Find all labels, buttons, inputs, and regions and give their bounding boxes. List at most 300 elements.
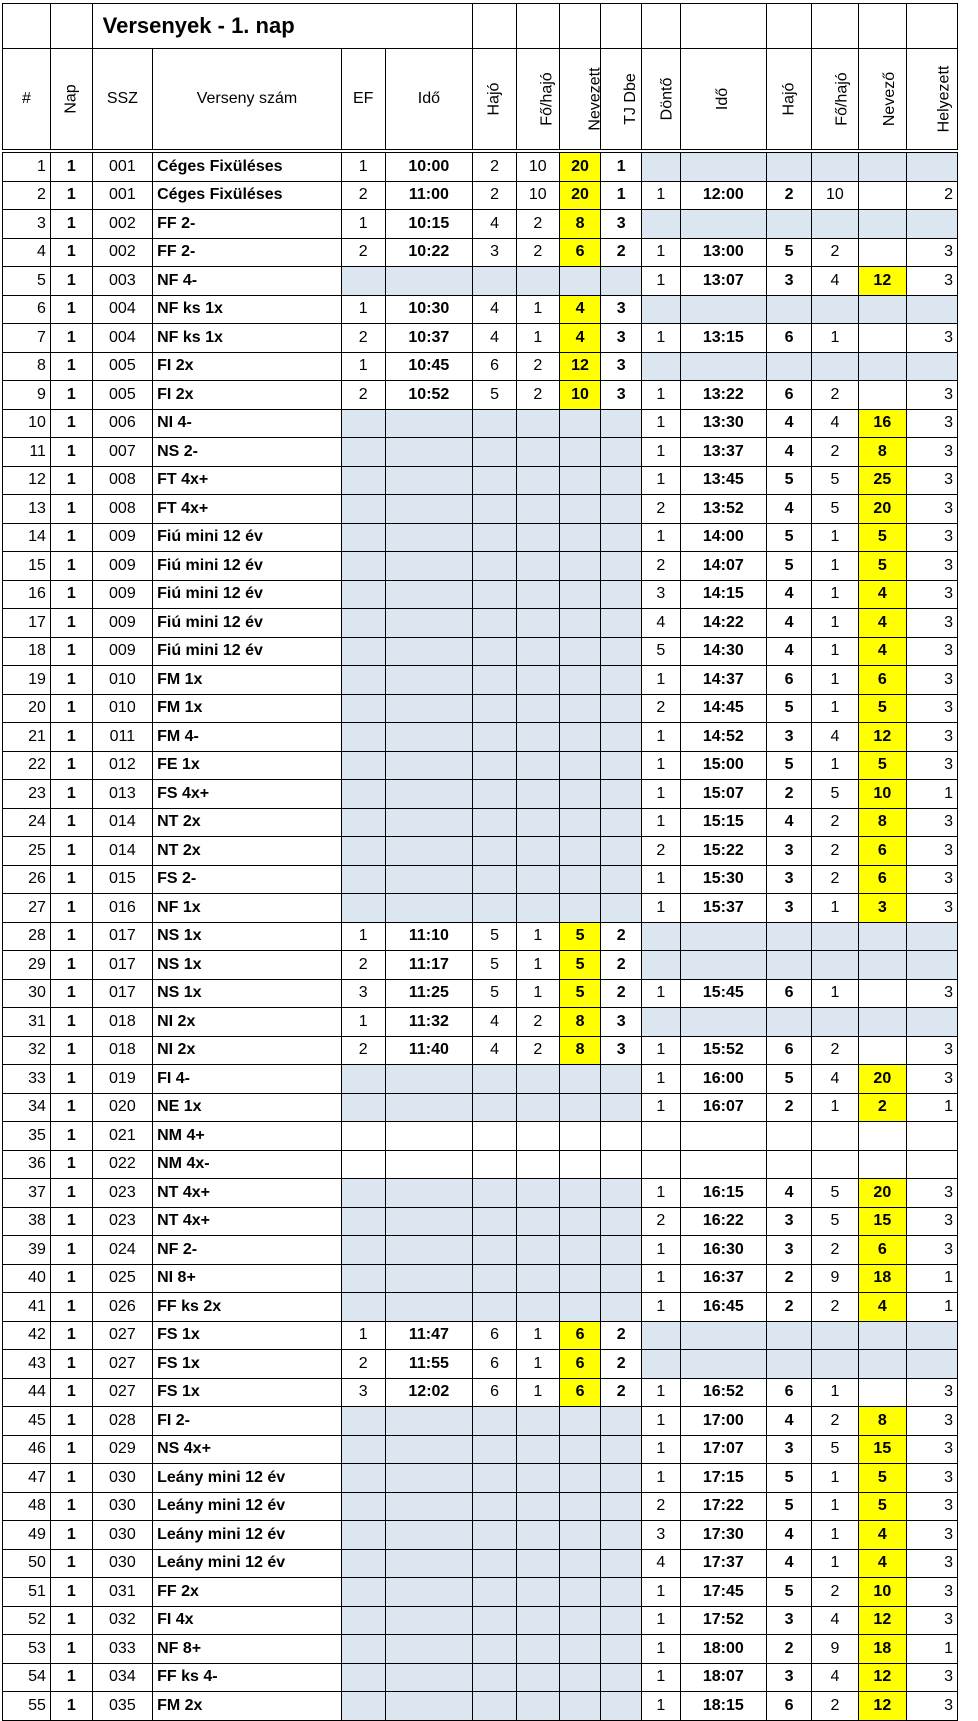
- entrants: 4: [858, 1293, 906, 1322]
- race-name: Fiú mini 12 év: [153, 523, 342, 552]
- final-boats: 5: [767, 1464, 812, 1493]
- time: [385, 1236, 473, 1265]
- final-crew: 4: [811, 267, 858, 296]
- entrants: 4: [858, 637, 906, 666]
- row-number: 31: [3, 1008, 51, 1037]
- day: 1: [50, 609, 92, 638]
- entered: 6: [559, 238, 601, 267]
- entrants: [858, 1150, 906, 1179]
- race-name: FM 1x: [153, 666, 342, 695]
- day: 1: [50, 1008, 92, 1037]
- day: 1: [50, 466, 92, 495]
- entered: [559, 723, 601, 752]
- day: 1: [50, 837, 92, 866]
- boats: [473, 1521, 517, 1550]
- crew-per-boat: 1: [516, 951, 559, 980]
- table-row: [3, 894, 958, 923]
- final: 1: [642, 466, 681, 495]
- final-time: 13:52: [680, 495, 767, 524]
- final: 1: [642, 1293, 681, 1322]
- final-boats: 2: [767, 1635, 812, 1664]
- entered: 12: [559, 352, 601, 381]
- race-name: NM 4+: [153, 1122, 342, 1151]
- ef: [341, 808, 385, 837]
- entered: [559, 495, 601, 524]
- race-name: FF ks 2x: [153, 1293, 342, 1322]
- table-row: [3, 1150, 958, 1179]
- crew-per-boat: [516, 267, 559, 296]
- day: 1: [50, 1264, 92, 1293]
- ef: [341, 1578, 385, 1607]
- final-time: [680, 1008, 767, 1037]
- ef: [341, 1122, 385, 1151]
- final: 1: [642, 409, 681, 438]
- tj-dbe: 2: [601, 979, 642, 1008]
- ef: [341, 466, 385, 495]
- final-boats: 6: [767, 381, 812, 410]
- tj-dbe: 3: [601, 324, 642, 353]
- boats: [473, 1264, 517, 1293]
- boats: [473, 1207, 517, 1236]
- day: 1: [50, 637, 92, 666]
- day: 1: [50, 865, 92, 894]
- entered: [559, 1578, 601, 1607]
- time: [385, 1207, 473, 1236]
- final-boats: 3: [767, 1663, 812, 1692]
- row-number: 28: [3, 922, 51, 951]
- crew-per-boat: [516, 466, 559, 495]
- final: 2: [642, 1492, 681, 1521]
- final: 1: [642, 1635, 681, 1664]
- entrants: 6: [858, 837, 906, 866]
- placed: 3: [906, 523, 957, 552]
- table-row: [3, 1464, 958, 1493]
- placed: [906, 951, 957, 980]
- final: 1: [642, 523, 681, 552]
- final: [642, 1122, 681, 1151]
- ef: [341, 894, 385, 923]
- final-crew: 1: [811, 694, 858, 723]
- ef: [341, 1065, 385, 1094]
- entered: 6: [559, 1378, 601, 1407]
- placed: 3: [906, 466, 957, 495]
- ef: [341, 438, 385, 467]
- time: [385, 1663, 473, 1692]
- final-boats: 3: [767, 865, 812, 894]
- ssz: 002: [92, 210, 152, 239]
- ef: [341, 1492, 385, 1521]
- final-boats: 4: [767, 637, 812, 666]
- ssz: 001: [92, 153, 152, 182]
- entrants: 10: [858, 780, 906, 809]
- placed: 3: [906, 552, 957, 581]
- final: [642, 153, 681, 182]
- final-time: 18:15: [680, 1692, 767, 1721]
- ef: [341, 1150, 385, 1179]
- boats: [473, 1663, 517, 1692]
- final-boats: 4: [767, 1179, 812, 1208]
- entrants: [858, 1036, 906, 1065]
- ssz: 003: [92, 267, 152, 296]
- row-number: 33: [3, 1065, 51, 1094]
- table-row: [3, 865, 958, 894]
- ef: [341, 1236, 385, 1265]
- final-crew: 1: [811, 552, 858, 581]
- final: [642, 951, 681, 980]
- crew-per-boat: 10: [516, 153, 559, 182]
- day: 1: [50, 352, 92, 381]
- placed: 3: [906, 751, 957, 780]
- final: 4: [642, 1549, 681, 1578]
- final-crew: 1: [811, 609, 858, 638]
- final: 5: [642, 637, 681, 666]
- final-crew: 2: [811, 1236, 858, 1265]
- ef: 1: [341, 922, 385, 951]
- entered: [559, 1179, 601, 1208]
- race-name: NT 2x: [153, 837, 342, 866]
- ssz: 013: [92, 780, 152, 809]
- ssz: 027: [92, 1321, 152, 1350]
- page-title: Versenyek - 1. nap: [92, 4, 473, 49]
- time: [385, 1293, 473, 1322]
- crew-per-boat: [516, 1521, 559, 1550]
- boats: [473, 1549, 517, 1578]
- final-crew: [811, 1150, 858, 1179]
- final-boats: 5: [767, 523, 812, 552]
- final-boats: 2: [767, 1093, 812, 1122]
- final-crew: 4: [811, 409, 858, 438]
- entrants: [858, 1321, 906, 1350]
- final-crew: 1: [811, 666, 858, 695]
- entered: 20: [559, 153, 601, 182]
- time: [385, 637, 473, 666]
- time: [385, 694, 473, 723]
- row-number: 27: [3, 894, 51, 923]
- placed: 3: [906, 1521, 957, 1550]
- final-crew: [811, 951, 858, 980]
- final-time: 17:52: [680, 1606, 767, 1635]
- day: 1: [50, 1293, 92, 1322]
- final-time: 14:22: [680, 609, 767, 638]
- boats: 5: [473, 979, 517, 1008]
- crew-per-boat: [516, 609, 559, 638]
- ssz: 018: [92, 1008, 152, 1037]
- boats: [473, 523, 517, 552]
- final: 1: [642, 1578, 681, 1607]
- final-boats: 3: [767, 723, 812, 752]
- crew-per-boat: [516, 1635, 559, 1664]
- time: [385, 267, 473, 296]
- entrants: [858, 951, 906, 980]
- final-boats: [767, 153, 812, 182]
- placed: 3: [906, 609, 957, 638]
- placed: 3: [906, 438, 957, 467]
- final-time: 15:30: [680, 865, 767, 894]
- final-boats: 4: [767, 808, 812, 837]
- ssz: 009: [92, 523, 152, 552]
- table-row: [3, 1008, 958, 1037]
- table-row: [3, 324, 958, 353]
- row-number: 41: [3, 1293, 51, 1322]
- placed: 3: [906, 495, 957, 524]
- row-number: 45: [3, 1407, 51, 1436]
- final-time: 17:22: [680, 1492, 767, 1521]
- crew-per-boat: [516, 1179, 559, 1208]
- row-number: 32: [3, 1036, 51, 1065]
- time: [385, 666, 473, 695]
- placed: [906, 352, 957, 381]
- crew-per-boat: [516, 666, 559, 695]
- day: 1: [50, 694, 92, 723]
- entrants: 18: [858, 1635, 906, 1664]
- day: 1: [50, 1464, 92, 1493]
- ef: 1: [341, 1008, 385, 1037]
- final-crew: 5: [811, 780, 858, 809]
- placed: 3: [906, 1492, 957, 1521]
- ef: [341, 694, 385, 723]
- final-boats: 3: [767, 1435, 812, 1464]
- entered: [559, 552, 601, 581]
- row-number: 6: [3, 295, 51, 324]
- race-name: FM 2x: [153, 1692, 342, 1721]
- ef: 2: [341, 181, 385, 210]
- day: 1: [50, 780, 92, 809]
- boats: [473, 552, 517, 581]
- placed: [906, 1350, 957, 1379]
- entrants: 3: [858, 894, 906, 923]
- entered: [559, 1065, 601, 1094]
- entered: [559, 808, 601, 837]
- row-number: 35: [3, 1122, 51, 1151]
- header-ef: EF: [341, 49, 385, 150]
- crew-per-boat: [516, 1464, 559, 1493]
- ef: [341, 609, 385, 638]
- boats: 4: [473, 1036, 517, 1065]
- final-time: [680, 210, 767, 239]
- placed: 3: [906, 381, 957, 410]
- final: 1: [642, 780, 681, 809]
- final-time: 16:07: [680, 1093, 767, 1122]
- boats: [473, 1492, 517, 1521]
- tj-dbe: [601, 523, 642, 552]
- race-rows: [3, 153, 958, 1721]
- day: 1: [50, 295, 92, 324]
- final-time: 17:00: [680, 1407, 767, 1436]
- tj-dbe: [601, 438, 642, 467]
- race-name: NS 2-: [153, 438, 342, 467]
- entered: [559, 1093, 601, 1122]
- boats: [473, 609, 517, 638]
- boats: [473, 723, 517, 752]
- day: 1: [50, 1150, 92, 1179]
- ef: [341, 495, 385, 524]
- entered: [559, 1236, 601, 1265]
- header-helyezett: Helyezett: [906, 49, 957, 150]
- race-name: Fiú mini 12 év: [153, 637, 342, 666]
- entrants: 20: [858, 1065, 906, 1094]
- placed: 1: [906, 1264, 957, 1293]
- ssz: 005: [92, 381, 152, 410]
- final-time: 17:45: [680, 1578, 767, 1607]
- final: 1: [642, 808, 681, 837]
- final-crew: [811, 1008, 858, 1037]
- time: 12:02: [385, 1378, 473, 1407]
- final-crew: 1: [811, 751, 858, 780]
- time: 10:52: [385, 381, 473, 410]
- tj-dbe: [601, 1464, 642, 1493]
- entrants: 4: [858, 609, 906, 638]
- day: 1: [50, 922, 92, 951]
- entered: 6: [559, 1321, 601, 1350]
- day: 1: [50, 1036, 92, 1065]
- placed: 3: [906, 1407, 957, 1436]
- final: 1: [642, 324, 681, 353]
- final-crew: 10: [811, 181, 858, 210]
- table-row: [3, 922, 958, 951]
- race-name: NF 4-: [153, 267, 342, 296]
- ssz: 023: [92, 1179, 152, 1208]
- final: 1: [642, 1264, 681, 1293]
- final: 2: [642, 837, 681, 866]
- final: 1: [642, 1435, 681, 1464]
- table-row: [3, 1350, 958, 1379]
- table-row: [3, 1093, 958, 1122]
- crew-per-boat: [516, 1150, 559, 1179]
- final-time: [680, 1122, 767, 1151]
- time: [385, 552, 473, 581]
- day: 1: [50, 1663, 92, 1692]
- final-time: 13:07: [680, 267, 767, 296]
- ssz: 030: [92, 1549, 152, 1578]
- header-tjdbe: TJ Dbe: [601, 49, 642, 150]
- tj-dbe: [601, 780, 642, 809]
- boats: [473, 894, 517, 923]
- final: 1: [642, 751, 681, 780]
- race-name: FI 2x: [153, 352, 342, 381]
- boats: 4: [473, 210, 517, 239]
- final-boats: 5: [767, 238, 812, 267]
- ef: [341, 1521, 385, 1550]
- final-time: [680, 951, 767, 980]
- row-number: 48: [3, 1492, 51, 1521]
- ef: [341, 552, 385, 581]
- row-number: 5: [3, 267, 51, 296]
- final-crew: 4: [811, 723, 858, 752]
- race-name: NS 1x: [153, 979, 342, 1008]
- time: [385, 1150, 473, 1179]
- final-crew: 1: [811, 894, 858, 923]
- boats: [473, 1578, 517, 1607]
- entered: [559, 1663, 601, 1692]
- table-row: [3, 381, 958, 410]
- table-row: [3, 637, 958, 666]
- boats: [473, 267, 517, 296]
- tj-dbe: [601, 1635, 642, 1664]
- header-fohajo: Fő/hajó: [516, 49, 559, 150]
- placed: 3: [906, 1692, 957, 1721]
- tj-dbe: 3: [601, 381, 642, 410]
- entrants: [858, 295, 906, 324]
- final: 1: [642, 438, 681, 467]
- final-crew: 1: [811, 1492, 858, 1521]
- race-name: FM 4-: [153, 723, 342, 752]
- ssz: 024: [92, 1236, 152, 1265]
- final: 1: [642, 723, 681, 752]
- time: 10:00: [385, 153, 473, 182]
- race-name: FF 2-: [153, 210, 342, 239]
- final-boats: 5: [767, 466, 812, 495]
- final-crew: 2: [811, 837, 858, 866]
- entered: 8: [559, 1008, 601, 1037]
- final: 3: [642, 580, 681, 609]
- row-number: 54: [3, 1663, 51, 1692]
- ef: [341, 1635, 385, 1664]
- crew-per-boat: [516, 808, 559, 837]
- tj-dbe: 1: [601, 181, 642, 210]
- ssz: 018: [92, 1036, 152, 1065]
- day: 1: [50, 1321, 92, 1350]
- crew-per-boat: [516, 1606, 559, 1635]
- entrants: 4: [858, 1521, 906, 1550]
- row-number: 19: [3, 666, 51, 695]
- time: 11:17: [385, 951, 473, 980]
- entrants: 5: [858, 694, 906, 723]
- crew-per-boat: [516, 523, 559, 552]
- final: [642, 1150, 681, 1179]
- ef: [341, 1207, 385, 1236]
- race-name: NT 2x: [153, 808, 342, 837]
- entered: 5: [559, 951, 601, 980]
- final: 1: [642, 181, 681, 210]
- crew-per-boat: 1: [516, 324, 559, 353]
- final-crew: [811, 922, 858, 951]
- tj-dbe: [601, 666, 642, 695]
- table-row: [3, 951, 958, 980]
- tj-dbe: [601, 1578, 642, 1607]
- ssz: 008: [92, 466, 152, 495]
- placed: 3: [906, 894, 957, 923]
- day: 1: [50, 381, 92, 410]
- entrants: 2: [858, 1093, 906, 1122]
- header-num: #: [3, 49, 51, 150]
- final-time: 15:00: [680, 751, 767, 780]
- ssz: 009: [92, 609, 152, 638]
- row-number: 55: [3, 1692, 51, 1721]
- placed: 3: [906, 1236, 957, 1265]
- final: 2: [642, 1207, 681, 1236]
- tj-dbe: [601, 1606, 642, 1635]
- boats: 4: [473, 324, 517, 353]
- entrants: 16: [858, 409, 906, 438]
- table-row: [3, 1407, 958, 1436]
- final: 1: [642, 979, 681, 1008]
- ef: [341, 1264, 385, 1293]
- final: 2: [642, 552, 681, 581]
- table-row: [3, 352, 958, 381]
- final-crew: 2: [811, 1293, 858, 1322]
- crew-per-boat: [516, 1407, 559, 1436]
- ssz: 001: [92, 181, 152, 210]
- race-name: NF 8+: [153, 1635, 342, 1664]
- row-number: 26: [3, 865, 51, 894]
- final-time: [680, 153, 767, 182]
- tj-dbe: [601, 466, 642, 495]
- final-crew: 5: [811, 1207, 858, 1236]
- entrants: 8: [858, 808, 906, 837]
- race-name: FS 4x+: [153, 780, 342, 809]
- boats: [473, 1150, 517, 1179]
- final-boats: [767, 295, 812, 324]
